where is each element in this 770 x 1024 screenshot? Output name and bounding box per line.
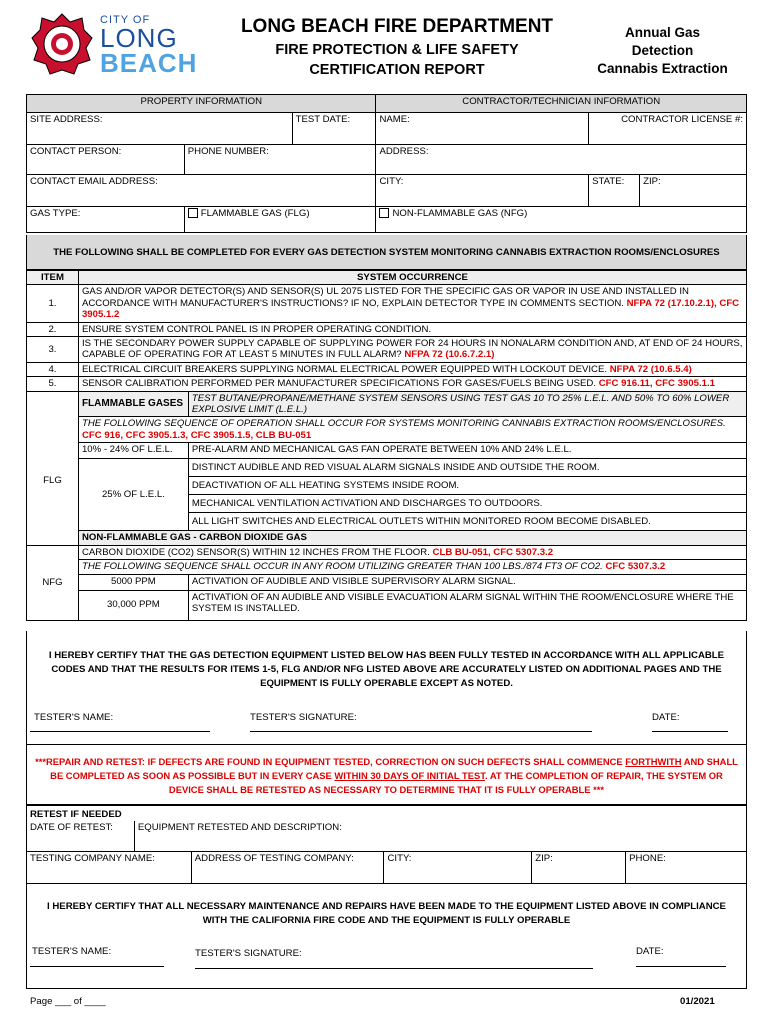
zip-label: ZIP: (643, 176, 661, 187)
ppm-5000-label: 5000 PPM (78, 574, 188, 590)
lel-25-item: MECHANICAL VENTILATION ACTIVATION AND DISCHARGES TO OUTDOORS. (188, 495, 746, 513)
tester-signature-line-2[interactable] (195, 968, 593, 969)
contact-person-field[interactable] (27, 145, 185, 175)
item-text (78, 285, 746, 322)
lel-25-item: DEACTIVATION OF ALL HEATING SYSTEMS INSIDE ROOM. (188, 477, 746, 495)
item-text (78, 362, 746, 376)
testing-company-field[interactable] (27, 851, 192, 883)
phone-number-field[interactable] (184, 145, 376, 175)
zip-field[interactable] (640, 175, 747, 207)
report-type-2: Detection (631, 43, 694, 58)
item-number: 1. (27, 285, 79, 322)
item-number: 2. (27, 322, 79, 336)
name-label: NAME: (379, 114, 410, 125)
retest-phone-field[interactable] (626, 851, 747, 883)
name-field[interactable] (376, 113, 589, 145)
contact-email-label: CONTACT EMAIL ADDRESS: (30, 176, 158, 187)
table-row (27, 337, 747, 363)
contact-person-label: CONTACT PERSON: (30, 146, 122, 157)
repair-notice (26, 745, 747, 805)
address-label: ADDRESS: (379, 146, 429, 157)
state-label: STATE: (592, 176, 625, 187)
flg-sequence-text: THE FOLLOWING SEQUENCE OF OPERATION SHALL OCCUR FOR SYSTEMS MONITORING CANNABIS EXTRACTION ROOMS/ENCLOSURES. (81, 418, 726, 430)
nfg-label: NFG (27, 545, 79, 620)
retest-zip-label: ZIP: (535, 852, 553, 864)
item-description: ELECTRICAL CIRCUIT BREAKERS SUPPLYING NORMAL ELECTRICAL POWER EQUIPPED WITH LOCKOUT DEVICE. (81, 363, 608, 375)
tester-name-line-2[interactable] (30, 966, 164, 967)
gas-type-label: GAS TYPE: (30, 208, 81, 219)
item-description: ENSURE SYSTEM CONTROL PANEL IS IN PROPER OPERATING CONDITION. (78, 322, 746, 336)
lel-25-label: 25% OF L.E.L. (78, 459, 188, 531)
flg-option-label: FLAMMABLE GAS (FLG) (200, 208, 310, 219)
date-label-2: DATE: (636, 946, 664, 957)
co2-text: CARBON DIOXIDE (CO2) SENSOR(S) WITHIN 12 INCHES FROM THE FLOOR. (81, 546, 430, 558)
repair-text-2: AND SHALL BE COMPLETED AS SOON AS POSSIBLE BUT IN EVERY CASE (50, 756, 738, 781)
phone-number-label: PHONE NUMBER: (187, 146, 269, 157)
logo-beach: BEACH (100, 48, 198, 78)
gas-type-cell (27, 207, 185, 233)
page-number: Page ___ of ____ (30, 996, 106, 1007)
flg-label: FLG (27, 417, 79, 545)
co2-code: CLB BU-051, CFC 5307.3.2 (432, 546, 554, 558)
page-title: LONG BEACH FIRE DEPARTMENT (240, 16, 554, 37)
repair-text-3: . AT THE COMPLETION OF REPAIR, THE SYSTEM OR DEVICE SHALL BE RETESTED AS NECESSARY TO DETERMINE THAT IT IS FULLY OPERABLE *** (168, 770, 723, 795)
test-date-field[interactable] (292, 113, 376, 145)
item-column-header: ITEM (27, 271, 79, 285)
date-line-1[interactable] (652, 731, 728, 732)
item-number: 5. (27, 377, 79, 391)
certification-text-1: I HEREBY CERTIFY THAT THE GAS DETECTION EQUIPMENT LISTED BELOW HAS BEEN FULLY TESTED IN ACCORDANCE WITH ALL APPLICABLE CODES AND THAT THE RESULTS FOR ITEMS 1-5, FLG AND/OR NFG LISTED ABOVE ARE ACCURATELY LISTED ON ADDITIONAL PAGES AND THE EQUIPMENT IS FULLY OPERABLE EXCEPT AS NOTED. (48, 650, 725, 689)
address-field[interactable] (376, 145, 747, 175)
revision-date: 01/2021 (680, 996, 715, 1007)
lel-25-item: ALL LIGHT SWITCHES AND ELECTRICAL OUTLETS WITHIN MONITORED ROOM BECOME DISABLED. (188, 513, 746, 531)
nfg-sequence-code: CFC 5307.3.2 (605, 561, 666, 573)
repair-underline-1: FORTHWITH (625, 756, 682, 767)
tester-signature-label-2: TESTER'S SIGNATURE: (195, 948, 302, 959)
flg-sequence (78, 417, 746, 443)
repair-text-1: ***REPAIR AND RETEST: IF DEFECTS ARE FOUND IN EQUIPMENT TESTED, CORRECTION ON SUCH DEFECTS SHALL COMMENCE (35, 756, 626, 767)
certification-block-2 (26, 882, 747, 989)
equipment-retested-label: EQUIPMENT RETESTED AND DESCRIPTION: (137, 822, 342, 834)
item-description: GAS AND/OR VAPOR DETECTOR(S) AND SENSOR(S) UL 2075 LISTED FOR THE SPECIFIC GAS OR VAPOR IN USE AND INSTALLED IN ACCORDANCE WITH MANUFACTURER'S INSTRUCTIONS? IF NO, EXPLAIN DETECTOR TYPE IN COMMENTS SECTION. (81, 286, 689, 309)
page-subtitle-2: CERTIFICATION REPORT (309, 62, 485, 78)
ppm-5000-text: ACTIVATION OF AUDIBLE AND VISIBLE SUPERVISORY ALARM SIGNAL. (188, 574, 746, 590)
city-label: CITY: (379, 176, 404, 187)
repair-notice-text (27, 745, 746, 797)
table-row (27, 362, 747, 376)
site-address-label: SITE ADDRESS: (30, 114, 103, 125)
report-type-1: Annual Gas (624, 25, 700, 40)
state-field[interactable] (589, 175, 640, 207)
table-row (27, 285, 747, 322)
item-description: SENSOR CALIBRATION PERFORMED PER MANUFACTURER SPECIFICATIONS FOR GASES/FUELS BEING USED. (81, 378, 597, 390)
system-occurrence-table (26, 270, 747, 621)
table-row (27, 322, 747, 336)
repair-underline-2: WITHIN 30 DAYS OF INITIAL TEST (334, 770, 485, 781)
city-field[interactable] (376, 175, 589, 207)
logo-long: LONG (100, 23, 178, 53)
retest-zip-field[interactable] (532, 851, 626, 883)
nfg-sequence (78, 560, 746, 574)
tester-name-label-1: TESTER'S NAME: (34, 712, 114, 723)
tester-name-label-2: TESTER'S NAME: (32, 946, 112, 957)
instructions-banner: THE FOLLOWING SHALL BE COMPLETED FOR EVERY GAS DETECTION SYSTEM MONITORING CANNABIS EXTRACTION ROOMS/ENCLOSURES (26, 235, 747, 270)
item-code: NFPA 72 (17.10.2.1), CFC 3905.1.2 (81, 297, 740, 321)
table-row (27, 377, 747, 391)
item-text (78, 377, 746, 391)
item-code: NFPA 72 (10.6.7.2.1) (404, 349, 495, 361)
nfg-sequence-text: THE FOLLOWING SEQUENCE SHALL OCCUR IN ANY ROOM UTILIZING GREATER THAN 100 LBS./874 FT3 OF CO2. (81, 561, 603, 573)
occurrence-column-header: SYSTEM OCCURRENCE (78, 271, 746, 285)
equipment-retested-field[interactable] (134, 821, 746, 851)
fire-department-badge-logo (30, 12, 94, 78)
item-description: IS THE SECONDARY POWER SUPPLY CAPABLE OF SUPPLYING POWER FOR 24 HOURS IN NONALARM CONDITION AND, AT END OF 24 HOURS, CAPABLE OF OPERATING FOR AT LEAST 5 MINUTES IN FULL ALARM? (81, 338, 743, 361)
flg-label-top (27, 391, 79, 417)
test-date-label: TEST DATE: (295, 114, 351, 125)
nfg-option[interactable] (376, 207, 747, 233)
nfg-checkbox[interactable] (379, 208, 389, 218)
item-number: 4. (27, 362, 79, 376)
retest-city-field[interactable] (384, 851, 532, 883)
certification-block-1 (26, 631, 747, 745)
item-text (78, 337, 746, 363)
contractor-license-field[interactable] (589, 113, 747, 145)
flg-checkbox[interactable] (188, 208, 198, 218)
property-info-header: PROPERTY INFORMATION (27, 95, 376, 113)
report-type-3: Cannabis Extraction (597, 61, 728, 76)
contact-email-field[interactable] (27, 175, 376, 207)
contractor-info-header: CONTRACTOR/TECHNICIAN INFORMATION (376, 95, 747, 113)
tester-name-line-1[interactable] (30, 731, 210, 732)
item-code: NFPA 72 (10.6.5.4) (609, 363, 692, 375)
testing-company-label: TESTING COMPANY NAME: (30, 852, 155, 864)
page-subtitle-1: FIRE PROTECTION & LIFE SAFETY (275, 42, 519, 58)
flg-option[interactable] (184, 207, 376, 233)
city-of-long-beach-logo (100, 14, 210, 76)
date-of-retest-field[interactable] (27, 821, 135, 851)
site-address-field[interactable] (27, 113, 293, 145)
date-label-1: DATE: (652, 712, 680, 723)
lel-10-label: 10% - 24% OF L.E.L. (78, 443, 188, 459)
ppm-30000-label: 30,000 PPM (78, 590, 188, 620)
item-code: CFC 916.11, CFC 3905.1.1 (598, 378, 715, 390)
nfg-option-label: NON-FLAMMABLE GAS (NFG) (392, 208, 528, 219)
item-number: 3. (27, 337, 79, 363)
info-table (26, 94, 747, 233)
flg-sequence-code: CFC 916, CFC 3905.1.3, CFC 3905.1.5, CLB BU-051 (81, 429, 312, 441)
flammable-gases-label: FLAMMABLE GASES (78, 391, 188, 417)
retest-city-label: CITY: (387, 852, 412, 864)
tester-signature-line-1[interactable] (250, 731, 592, 732)
lel-10-text: PRE-ALARM AND MECHANICAL GAS FAN OPERATE BETWEEN 10% AND 24% L.E.L. (188, 443, 746, 459)
retest-table (26, 805, 747, 884)
flammable-test-text: TEST BUTANE/PROPANE/METHANE SYSTEM SENSORS USING TEST GAS 10 TO 25% L.E.L. AND 50% TO 60% LOWER EXPLOSIVE LIMIT (L.E.L.) (188, 391, 746, 417)
retest-header: RETEST IF NEEDED (27, 806, 747, 822)
date-of-retest-label: DATE OF RETEST: (30, 822, 113, 834)
date-line-2[interactable] (636, 966, 726, 967)
co2-row (78, 545, 746, 559)
lel-25-item: DISTINCT AUDIBLE AND RED VISUAL ALARM SIGNALS INSIDE AND OUTSIDE THE ROOM. (188, 459, 746, 477)
contractor-license-label: CONTRACTOR LICENSE #: (621, 114, 743, 125)
certification-text-2: I HEREBY CERTIFY THAT ALL NECESSARY MAINTENANCE AND REPAIRS HAVE BEEN MADE TO THE EQUIPMENT LISTED ABOVE IN COMPLIANCE WITH THE CALIFORNIA FIRE CODE AND THE EQUIPMENT IS FULLY OPERABLE (47, 901, 726, 926)
ppm-30000-text: ACTIVATION OF AN AUDIBLE AND VISIBLE EVACUATION ALARM SIGNAL WITHIN THE ROOM/ENCLOSURE WHERE THE SYSTEM IS INSTALLED. (188, 590, 746, 620)
tester-signature-label-1: TESTER'S SIGNATURE: (250, 712, 357, 723)
testing-company-address-field[interactable] (191, 851, 384, 883)
testing-company-address-label: ADDRESS OF TESTING COMPANY: (194, 852, 354, 864)
logo-city-of: CITY OF (100, 14, 151, 26)
retest-phone-label: PHONE: (629, 852, 666, 864)
nfg-header: NON-FLAMMABLE GAS - CARBON DIOXIDE GAS (78, 531, 746, 545)
